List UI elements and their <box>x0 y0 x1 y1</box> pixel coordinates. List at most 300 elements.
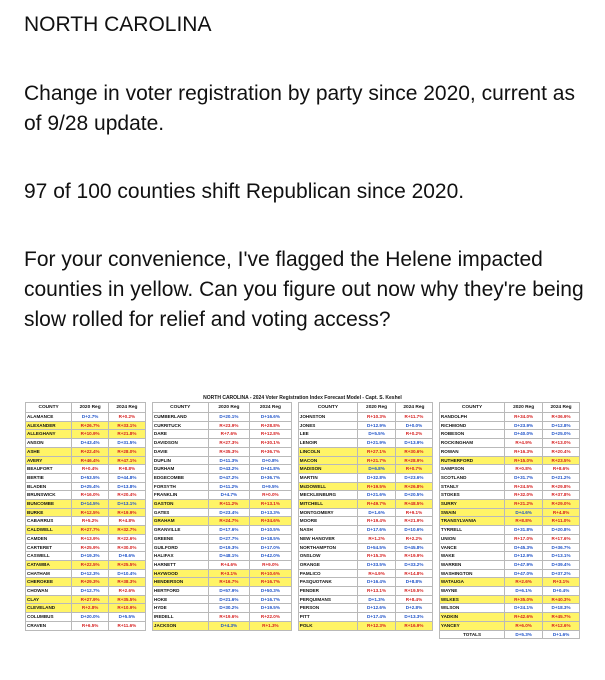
reg-2020-value: R+42.6% <box>505 613 543 622</box>
column-gap <box>432 604 439 613</box>
reg-2020-value: R+1.2% <box>358 534 396 543</box>
reg-2020-value: D+12.3% <box>72 569 109 578</box>
reg-2020-value: R+6.0% <box>505 621 543 630</box>
county-name: ALAMANCE <box>26 413 72 422</box>
column-header-county: COUNTY <box>298 403 357 413</box>
county-name: ONSLOW <box>298 552 357 561</box>
county-name: ROWAN <box>439 447 504 456</box>
county-name: WARREN <box>439 560 504 569</box>
column-header-reg: 2024 Reg <box>250 403 292 413</box>
table-row <box>26 491 580 500</box>
reg-2020-value: R+0.8% <box>505 465 543 474</box>
empty-cell <box>358 630 396 639</box>
reg-2024-value: R+0.2% <box>109 413 146 422</box>
county-name: BURKE <box>26 508 72 517</box>
reg-2020-value: D+19.3% <box>208 543 250 552</box>
reg-2024-value: R+47.1% <box>109 456 146 465</box>
reg-2020-value: D+17.6% <box>208 526 250 535</box>
totals-label: TOTALS <box>439 630 504 639</box>
county-name: MECKLENBURG <box>298 491 357 500</box>
column-gap <box>432 456 439 465</box>
table-row <box>26 500 580 509</box>
column-gap <box>291 621 298 630</box>
reg-2020-value: R+3.1% <box>208 569 250 578</box>
reg-2020-value: R+19.4% <box>358 517 396 526</box>
reg-2020-value: R+7.6% <box>208 430 250 439</box>
reg-2024-value: R+8.4% <box>396 595 433 604</box>
reg-2020-value: R+11.2% <box>208 500 250 509</box>
column-gap <box>432 534 439 543</box>
totals-2024-value: D+1.6% <box>543 630 580 639</box>
county-name: PERSON <box>298 604 357 613</box>
column-gap <box>432 569 439 578</box>
column-gap <box>145 421 152 430</box>
reg-2020-value: D+20.0% <box>72 613 109 622</box>
reg-2024-value: D+13.3% <box>396 613 433 622</box>
column-gap <box>145 552 152 561</box>
reg-2020-value: D+11.2% <box>208 482 250 491</box>
county-name: GRANVILLE <box>152 526 208 535</box>
column-gap <box>145 456 152 465</box>
reg-2024-value: R+22.0% <box>250 613 292 622</box>
reg-2020-value: R+34.0% <box>505 413 543 422</box>
reg-2020-value: D+20.1% <box>208 413 250 422</box>
reg-2020-value: D+4.3% <box>208 621 250 630</box>
column-gap <box>145 578 152 587</box>
reg-2024-value: R+13.1% <box>250 500 292 509</box>
county-name: MADISON <box>298 465 357 474</box>
reg-2024-value: R+10.9% <box>109 604 146 613</box>
reg-2024-value: R+32.7% <box>109 526 146 535</box>
column-header-reg: 2020 Reg <box>72 403 109 413</box>
reg-2024-value: R+19.5% <box>396 587 433 596</box>
reg-2020-value: D+43.2% <box>208 465 250 474</box>
table-title: NORTH CAROLINA - 2024 Voter Registration Index Forecast Model - Capt. S. Keshel <box>203 395 402 401</box>
reg-2020-value: R+4.9% <box>505 439 543 448</box>
county-name: ALEXANDER <box>26 421 72 430</box>
reg-2020-value: R+29.3% <box>72 578 109 587</box>
reg-2020-value: R+17.0% <box>505 534 543 543</box>
column-gap <box>432 587 439 596</box>
reg-2024-value: R+26.8% <box>396 482 433 491</box>
table-row <box>26 413 580 422</box>
reg-2020-value: D+45.3% <box>505 543 543 552</box>
county-name: ORANGE <box>298 560 357 569</box>
reg-2020-value: D+12.9% <box>358 421 396 430</box>
post-paragraph: For your convenience, I've flagged the Helene impacted counties in yellow. Can you figure out now why they're being slow rolled for relief and voting access? <box>24 248 584 331</box>
column-gap <box>145 587 152 596</box>
reg-2020-value: R+16.7% <box>208 578 250 587</box>
reg-2024-value: R+30.6% <box>396 447 433 456</box>
county-name: DARE <box>152 430 208 439</box>
table-row <box>26 587 580 596</box>
reg-2020-value: D+24.1% <box>505 604 543 613</box>
empty-cell <box>152 630 208 639</box>
county-name: CHATHAM <box>26 569 72 578</box>
column-gap <box>291 508 298 517</box>
reg-2024-value: R+30.1% <box>250 439 292 448</box>
reg-2024-value: R+37.8% <box>543 491 580 500</box>
reg-2020-value: D+48.1% <box>208 552 250 561</box>
county-name: McDOWELL <box>298 482 357 491</box>
reg-2020-value: D+17.4% <box>358 613 396 622</box>
reg-2020-value: D+11.3% <box>208 456 250 465</box>
reg-2024-value: R+28.8% <box>250 421 292 430</box>
reg-2024-value: R+0.7% <box>396 465 433 474</box>
reg-2020-value: D+1.3% <box>358 595 396 604</box>
reg-2024-value: R+4.8% <box>109 517 146 526</box>
reg-2020-value: R+26.7% <box>72 421 109 430</box>
column-gap <box>291 447 298 456</box>
reg-2024-value: R+19.9% <box>396 552 433 561</box>
post-paragraph: 97 of 100 counties shift Republican since 2020. <box>24 180 465 203</box>
column-gap <box>432 552 439 561</box>
county-name: SWAIN <box>439 508 504 517</box>
table-row <box>26 465 580 474</box>
county-name: COLUMBUS <box>26 613 72 622</box>
reg-2024-value: R+4.8% <box>543 508 580 517</box>
reg-2024-value: R+10.6% <box>250 569 292 578</box>
reg-2020-value: D+21.6% <box>208 595 250 604</box>
county-name: DUPLIN <box>152 456 208 465</box>
totals-2020-value: D+5.3% <box>505 630 543 639</box>
reg-2020-value: R+19.5% <box>358 482 396 491</box>
column-header-county: COUNTY <box>152 403 208 413</box>
reg-2020-value: R+4.9% <box>358 569 396 578</box>
reg-2020-value: R+27.1% <box>358 447 396 456</box>
reg-2020-value: R+49.7% <box>358 500 396 509</box>
empty-cell <box>396 630 433 639</box>
reg-2024-value: R+23.5% <box>543 456 580 465</box>
county-name: YADKIN <box>439 613 504 622</box>
empty-cell <box>72 630 109 639</box>
reg-2020-value: D+31.7% <box>505 473 543 482</box>
reg-2024-value: D+13.8% <box>109 482 146 491</box>
reg-2020-value: R+25.9% <box>72 543 109 552</box>
reg-2024-value: R+9.1% <box>396 508 433 517</box>
column-gap <box>291 473 298 482</box>
reg-2024-value: D+31.5% <box>109 439 146 448</box>
empty-cell <box>432 630 439 639</box>
reg-2024-value: R+3.1% <box>543 578 580 587</box>
reg-2024-value: R+0.0% <box>250 491 292 500</box>
column-header-reg: 2024 Reg <box>396 403 433 413</box>
column-gap <box>145 569 152 578</box>
reg-2020-value: D+17.6% <box>358 526 396 535</box>
empty-cell <box>298 630 357 639</box>
reg-2024-value: D+25.0% <box>543 430 580 439</box>
county-name: PITT <box>298 613 357 622</box>
reg-2024-value: D+44.8% <box>109 473 146 482</box>
reg-2024-value: R+16.7% <box>250 578 292 587</box>
county-name: BERTIE <box>26 473 72 482</box>
county-name: CARTERET <box>26 543 72 552</box>
reg-2020-value: D+57.9% <box>208 587 250 596</box>
column-gap <box>291 482 298 491</box>
reg-2020-value: D+32.8% <box>358 473 396 482</box>
table-row <box>26 543 580 552</box>
column-gap <box>291 491 298 500</box>
column-gap <box>291 456 298 465</box>
county-name: TRANSYLVANIA <box>439 517 504 526</box>
reg-2024-value: R+2.2% <box>396 534 433 543</box>
county-name: CAMDEN <box>26 534 72 543</box>
reg-2024-value: R+17.6% <box>543 534 580 543</box>
county-name: VANCE <box>439 543 504 552</box>
reg-2024-value: R+38.3% <box>109 578 146 587</box>
reg-2024-value: R+8.6% <box>543 465 580 474</box>
table-row <box>26 526 580 535</box>
empty-cell <box>291 630 298 639</box>
reg-2020-value: R+22.4% <box>72 447 109 456</box>
reg-2020-value: D+43.4% <box>72 439 109 448</box>
reg-2024-value: R+22.6% <box>109 534 146 543</box>
reg-2024-value: R+1.3% <box>250 621 292 630</box>
reg-2024-value: D+41.8% <box>250 465 292 474</box>
reg-2024-value: R+29.0% <box>543 500 580 509</box>
totals-row <box>26 630 580 639</box>
column-gap <box>432 430 439 439</box>
county-name: CHEROKEE <box>26 578 72 587</box>
county-name: HOKE <box>152 595 208 604</box>
voter-registration-table-image[interactable] <box>25 394 580 675</box>
county-name: JOHNSTON <box>298 413 357 422</box>
reg-2024-value: R+11.7% <box>396 413 433 422</box>
reg-2020-value: D+12.6% <box>358 604 396 613</box>
table-row <box>26 569 580 578</box>
county-name: AVERY <box>26 456 72 465</box>
column-gap <box>145 473 152 482</box>
table-row <box>26 508 580 517</box>
county-name: CRAVEN <box>26 621 72 630</box>
county-name: SURRY <box>439 500 504 509</box>
county-name: HERTFORD <box>152 587 208 596</box>
reg-2024-value: R+29.8% <box>543 482 580 491</box>
county-name: HYDE <box>152 604 208 613</box>
reg-2024-value: D+16.7% <box>250 595 292 604</box>
column-gap <box>291 526 298 535</box>
reg-2024-value: D+10.5% <box>250 526 292 535</box>
county-name: PASQUOTANK <box>298 578 357 587</box>
county-name: WILKES <box>439 595 504 604</box>
county-name: RUTHERFORD <box>439 456 504 465</box>
reg-2020-value: R+16.0% <box>72 491 109 500</box>
column-gap <box>145 613 152 622</box>
county-name: HARNETT <box>152 560 208 569</box>
reg-2024-value: D+16.6% <box>250 413 292 422</box>
reg-2024-value: R+19.9% <box>109 508 146 517</box>
empty-cell <box>145 630 152 639</box>
reg-2020-value: R+6.5% <box>72 621 109 630</box>
reg-2020-value: R+13.1% <box>358 587 396 596</box>
reg-2024-value: R+25.5% <box>109 560 146 569</box>
reg-2024-value: R+20.4% <box>109 491 146 500</box>
reg-2024-value: D+2.8% <box>396 604 433 613</box>
column-gap <box>291 421 298 430</box>
table-row <box>26 552 580 561</box>
reg-2020-value: D+27.7% <box>208 534 250 543</box>
empty-cell <box>109 630 146 639</box>
table-row <box>26 613 580 622</box>
reg-2024-value: R+35.5% <box>109 595 146 604</box>
reg-2024-value: R+21.9% <box>396 517 433 526</box>
reg-2020-value: D+47.0% <box>505 569 543 578</box>
reg-2024-value: D+21.2% <box>543 473 580 482</box>
county-name: CHOWAN <box>26 587 72 596</box>
reg-2020-value: R+46.4% <box>72 456 109 465</box>
county-name: POLK <box>298 621 357 630</box>
county-name: BRUNSWICK <box>26 491 72 500</box>
reg-2024-value: D+45.8% <box>396 543 433 552</box>
county-name: HALIFAX <box>152 552 208 561</box>
empty-cell <box>26 630 72 639</box>
reg-2024-value: R+11.0% <box>543 517 580 526</box>
county-name: WATAUGA <box>439 578 504 587</box>
table-row <box>26 578 580 587</box>
county-name: LINCOLN <box>298 447 357 456</box>
reg-2020-value: R+10.9% <box>72 430 109 439</box>
reg-2024-value: D+36.7% <box>250 473 292 482</box>
table-row <box>26 604 580 613</box>
county-name: WAKE <box>439 552 504 561</box>
reg-2020-value: R+15.0% <box>505 456 543 465</box>
reg-2024-value: D+13.3% <box>250 508 292 517</box>
column-gap <box>145 526 152 535</box>
county-name: RICHMOND <box>439 421 504 430</box>
reg-2024-value: R+16.9% <box>396 621 433 630</box>
county-name: DAVIE <box>152 447 208 456</box>
reg-2024-value: D+13.1% <box>109 500 146 509</box>
county-name: WILSON <box>439 604 504 613</box>
county-name: GRAHAM <box>152 517 208 526</box>
column-header-reg: 2020 Reg <box>208 403 250 413</box>
county-name: GUILFORD <box>152 543 208 552</box>
reg-2020-value: D+19.3% <box>72 552 109 561</box>
column-header-reg: 2024 Reg <box>543 403 580 413</box>
reg-2020-value: R+12.3% <box>358 621 396 630</box>
reg-2020-value: R+4.6% <box>208 560 250 569</box>
column-gap <box>291 500 298 509</box>
column-gap <box>145 413 152 422</box>
column-gap <box>145 439 152 448</box>
reg-2020-value: D+21.9% <box>358 439 396 448</box>
reg-2020-value: D+23.9% <box>505 421 543 430</box>
county-name: GREENE <box>152 534 208 543</box>
reg-2020-value: D+5.5% <box>358 430 396 439</box>
reg-2020-value: R+21.7% <box>358 456 396 465</box>
column-gap <box>432 543 439 552</box>
reg-2020-value: D+4.6% <box>505 508 543 517</box>
column-gap <box>291 517 298 526</box>
column-gap <box>291 604 298 613</box>
county-name: YANCEY <box>439 621 504 630</box>
county-name: GASTON <box>152 500 208 509</box>
reg-2024-value: D+17.0% <box>250 543 292 552</box>
reg-2024-value: D+42.0% <box>250 552 292 561</box>
reg-2020-value: R+15.3% <box>358 552 396 561</box>
county-name: SAMPSON <box>439 465 504 474</box>
table-row <box>26 430 580 439</box>
column-gap <box>432 439 439 448</box>
column-gap <box>291 613 298 622</box>
reg-2024-value: D+5.5% <box>109 613 146 622</box>
column-gap <box>145 482 152 491</box>
reg-2024-value: R+12.6% <box>543 621 580 630</box>
reg-2020-value: D+1.6% <box>358 508 396 517</box>
voter-registration-table <box>25 402 580 639</box>
county-name: PENDER <box>298 587 357 596</box>
reg-2024-value: R+14.8% <box>396 569 433 578</box>
reg-2020-value: D+14.5% <box>72 500 109 509</box>
county-name: BEAUFORT <box>26 465 72 474</box>
column-gap <box>432 613 439 622</box>
column-header-reg: 2020 Reg <box>358 403 396 413</box>
reg-2024-value: R+13.0% <box>543 439 580 448</box>
reg-2024-value: D+39.4% <box>543 560 580 569</box>
column-gap <box>432 517 439 526</box>
column-gap <box>145 491 152 500</box>
county-name: PERQUIMANS <box>298 595 357 604</box>
reg-2024-value: D+50.3% <box>250 587 292 596</box>
county-name: MOORE <box>298 517 357 526</box>
reg-2024-value: D+18.3% <box>543 604 580 613</box>
reg-2024-value: D+10.4% <box>109 569 146 578</box>
table-row <box>26 421 580 430</box>
column-gap <box>145 534 152 543</box>
county-name: WAYNE <box>439 587 504 596</box>
column-gap <box>291 534 298 543</box>
reg-2020-value: R+24.7% <box>208 517 250 526</box>
county-name: UNION <box>439 534 504 543</box>
column-gap <box>291 465 298 474</box>
reg-2020-value: D+4.7% <box>208 491 250 500</box>
reg-2024-value: R+21.8% <box>109 430 146 439</box>
reg-2020-value: R+27.9% <box>72 595 109 604</box>
reg-2020-value: R+0.4% <box>72 465 109 474</box>
table-row <box>26 439 580 448</box>
column-gap <box>145 508 152 517</box>
reg-2024-value: R+36.9% <box>543 413 580 422</box>
column-gap <box>432 403 439 413</box>
reg-2024-value: D+37.2% <box>543 569 580 578</box>
county-name: DURHAM <box>152 465 208 474</box>
reg-2024-value: D+20.5% <box>396 491 433 500</box>
reg-2024-value: D+33.2% <box>396 560 433 569</box>
county-name: SCOTLAND <box>439 473 504 482</box>
column-gap <box>291 595 298 604</box>
column-gap <box>432 621 439 630</box>
table-row <box>26 517 580 526</box>
county-name: CUMBERLAND <box>152 413 208 422</box>
column-gap <box>432 421 439 430</box>
reg-2020-value: R+16.3% <box>505 447 543 456</box>
county-name: GATES <box>152 508 208 517</box>
reg-2020-value: D+6.8% <box>358 465 396 474</box>
column-gap <box>145 465 152 474</box>
column-gap <box>145 621 152 630</box>
reg-2024-value: D+0.0% <box>396 421 433 430</box>
column-gap <box>432 491 439 500</box>
column-header-county: COUNTY <box>439 403 504 413</box>
county-name: CABARRUS <box>26 517 72 526</box>
table-row <box>26 447 580 456</box>
column-gap <box>291 403 298 413</box>
reg-2020-value: R+23.9% <box>208 421 250 430</box>
county-name: MITCHELL <box>298 500 357 509</box>
reg-2020-value: R+27.3% <box>208 439 250 448</box>
reg-2024-value: R+20.4% <box>543 447 580 456</box>
county-name: STANLY <box>439 482 504 491</box>
